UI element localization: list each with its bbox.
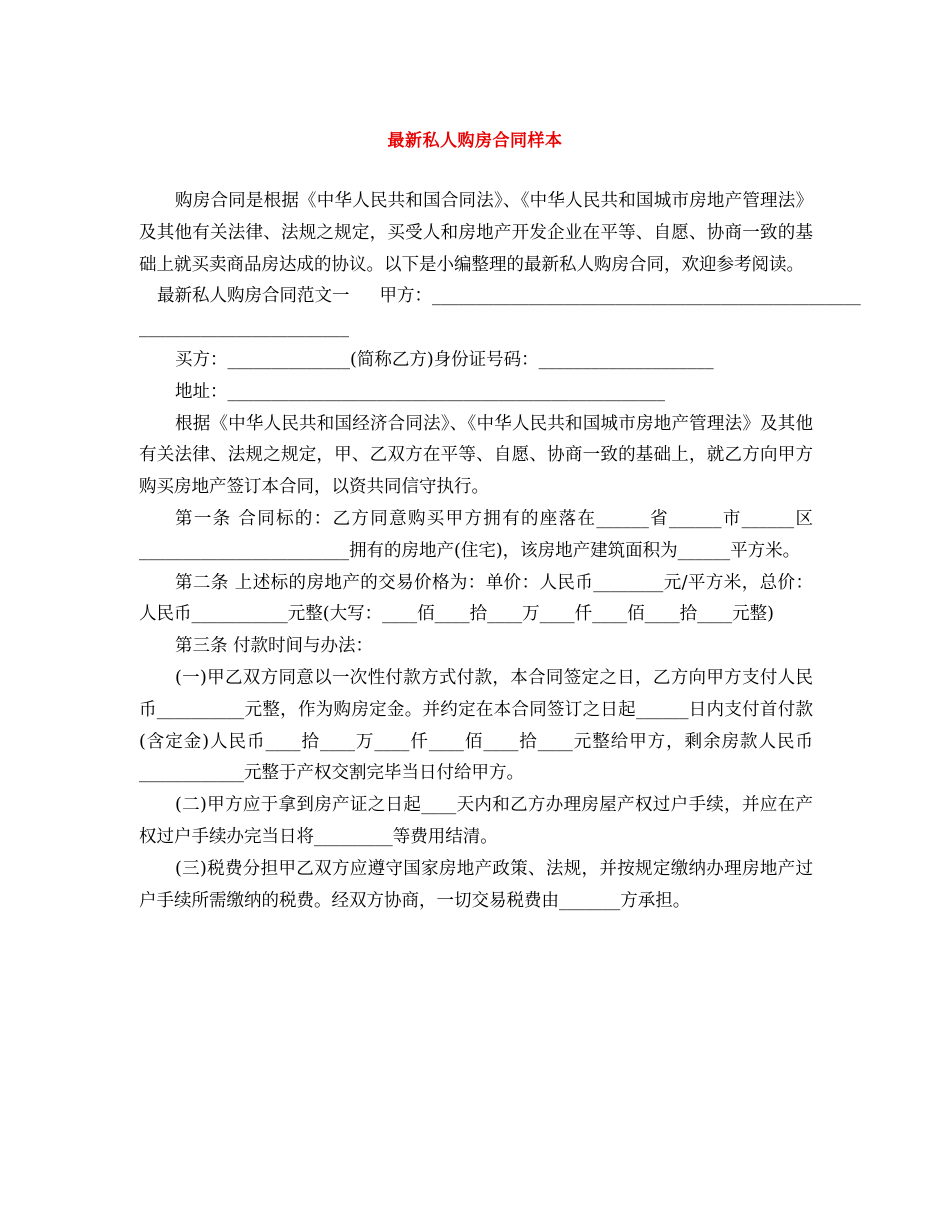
article-1: 第一条 合同标的：乙方同意购买甲方拥有的座落在______省______市______区________________________拥有的房地产(住宅)，该房地产建筑面积为______平方米。: [139, 508, 813, 561]
document-title: 最新私人购房合同样本: [387, 131, 563, 151]
party-a-blank-continued: ________________________: [139, 318, 349, 339]
clause-2: (二)甲方应于拿到房产证之日起____天内和乙方办理房屋产权过户手续，并应在产权过户手续办完当日将_________等费用结清。: [139, 795, 813, 847]
intro-paragraph: 购房合同是根据《中华人民共和国合同法》、《中华人民共和国城市房地产管理法》及其他有关法律、法规之规定，买受人和房地产开发企业在平等、自愿、协商一致的基础上就买卖商品房达成的协议。以下是小编整理的最新私人购房合同，欢迎参考阅读。: [139, 191, 813, 275]
clause-1: (一)甲乙双方同意以一次性付款方式付款，本合同签定之日，乙方向甲方支付人民币__________元整，作为购房定金。并约定在本合同签订之日起______日内支付首付款(含定金)人民币____拾____万____仟____佰____拾____元整给甲方，剩余房款人民币____________元整于产权交割完毕当日付给甲方。: [139, 667, 813, 784]
sample-heading-line: [139, 281, 861, 313]
article-2: 第二条 上述标的房地产的交易价格为：单价：人民币________元/平方米，总价：人民币___________元整(大写：____佰____拾____万____仟____佰____拾____元整): [139, 572, 813, 625]
sample-heading: 最新私人购房合同范文一: [157, 286, 350, 307]
party-a-label: 甲方：: [379, 286, 432, 307]
basis-paragraph: 根据《中华人民共和国经济合同法》、《中华人民共和国城市房地产管理法》及其他有关法律、法规之规定，甲、乙双方在平等、自愿、协商一致的基础上，就乙方向甲方购买房地产签订本合同，以资共同信守执行。: [139, 413, 813, 498]
document-body: [139, 186, 861, 917]
buyer-line: 买方：______________(简称乙方)身份证号码：____________________: [175, 349, 714, 370]
party-a-blank: _________________________________________________: [432, 286, 861, 307]
article-3: 第三条 付款时间与办法：: [175, 636, 374, 657]
clause-3: (三)税费分担甲乙双方应遵守国家房地产政策、法规，并按规定缴纳办理房地产过户手续所需缴纳的税费。经双方协商，一切交易税费由_______方承担。: [139, 858, 813, 911]
address-line: 地址：__________________________________________________: [175, 381, 665, 402]
